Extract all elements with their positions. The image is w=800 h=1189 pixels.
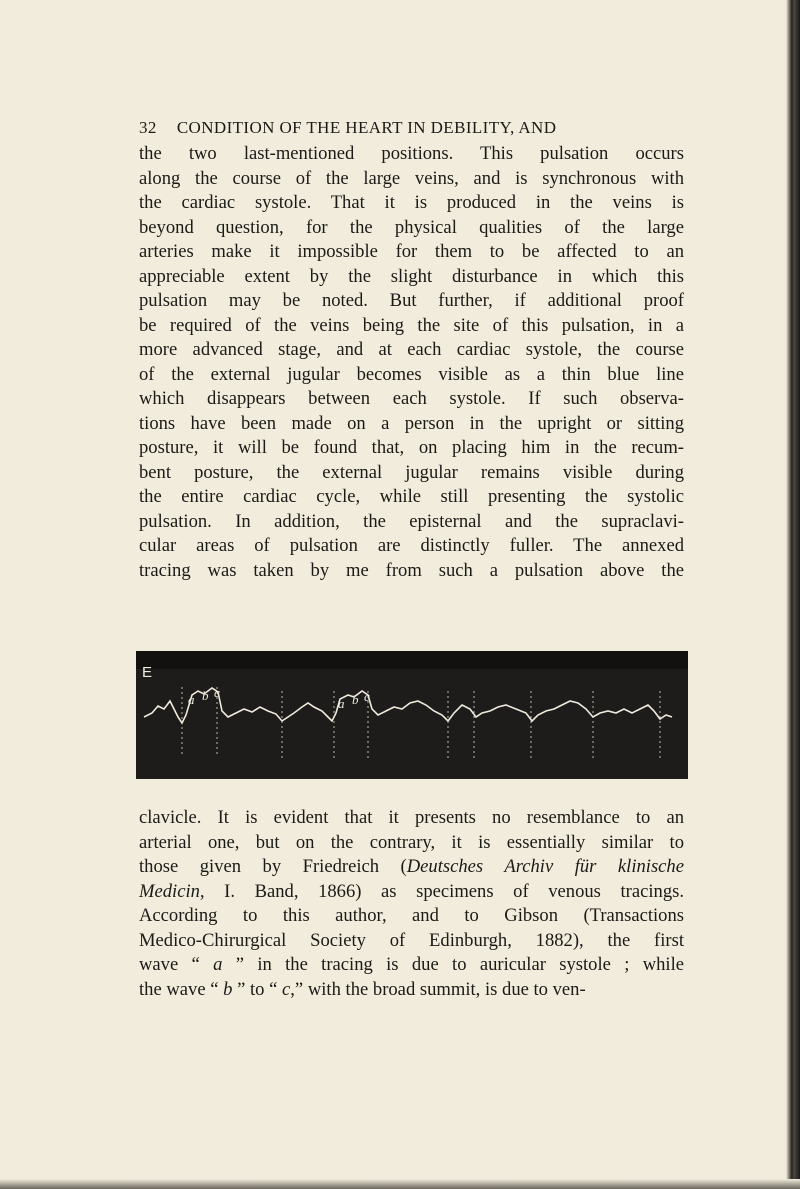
page-bottom-shadow (0, 1179, 800, 1189)
text-line (139, 855, 684, 880)
text-line: tracing was taken by me from such a pulsation above the (139, 559, 684, 581)
page-edge-shadow (786, 0, 800, 1189)
page-number: 32 (139, 118, 157, 137)
journal-title: Deutsches Archiv für klinische (406, 856, 684, 877)
text-run: ,” with the broad summit, is due to ven- (290, 978, 586, 1000)
text-line: be required of the veins being the site of this pulsation, in a (139, 314, 684, 336)
text-run: ” to “ (232, 978, 283, 1000)
text-line (139, 806, 684, 831)
text-line: arteries make it impossible for them to be affected to an (139, 241, 684, 262)
text-run: those given by Friedreich ( (139, 856, 407, 877)
text-line: along the course of the large veins, and is synchronous with (139, 167, 684, 189)
text-run: I. Band, 1866) as specimens of venous tracings. (204, 880, 684, 902)
tracing-corner-label: E (142, 664, 153, 681)
text-line: cular areas of pulsation are distinctly fuller. The annexed (139, 535, 684, 556)
text-line: of the external jugular becomes visible as a thin blue line (139, 363, 684, 385)
wave-label-b: b (352, 692, 359, 707)
text-line: more advanced stage, and at each cardiac systole, the course (139, 339, 684, 360)
text-line: bent posture, the external jugular remains visible during (139, 461, 684, 483)
text-run: the wave “ (139, 978, 224, 1000)
tracing-top-band (136, 651, 688, 669)
tracing-background (136, 651, 688, 779)
tracing-svg (136, 651, 688, 779)
text-run: According to this author, and to Gibson (Transactions (139, 905, 684, 926)
text-line (139, 831, 684, 856)
text-line: pulsation. In addition, the episternal and the supraclavi- (139, 510, 684, 532)
text-run: ” in the tracing is due to auricular systole ; while (222, 954, 684, 975)
text-line: the cardiac systole. That it is produced in the veins is (139, 192, 684, 213)
text-line: the two last-mentioned positions. This pulsation occurs (139, 143, 684, 164)
text-line: tions have been made on a person in the upright or sitting (139, 412, 684, 434)
text-line: pulsation may be noted. But further, if additional proof (139, 290, 684, 311)
paragraph-1 (139, 142, 684, 583)
text-line (139, 953, 684, 978)
venous-pulse-tracing (136, 651, 688, 779)
wave-label-a: a (338, 696, 345, 711)
wave-label-c: c (364, 689, 370, 704)
text-line (139, 904, 684, 929)
text-line: posture, it will be found that, on placing him in the recum- (139, 437, 684, 458)
running-head (139, 118, 659, 138)
wave-letter: c (282, 978, 291, 1000)
text-line: beyond question, for the physical qualities of the large (139, 216, 684, 238)
text-line (139, 929, 684, 954)
running-title: CONDITION OF THE HEART IN DEBILITY, AND (176, 118, 557, 137)
wave-letter: a (213, 954, 223, 975)
paragraph-2 (139, 806, 684, 1002)
text-line: the entire cardiac cycle, while still presenting the systolic (139, 486, 684, 507)
wave-label-b: b (202, 688, 209, 703)
wave-letter: b (223, 978, 233, 1000)
wave-label-a: a (188, 692, 195, 707)
text-run: Medico-Chirurgical Society of Edinburgh, 1882), the first (139, 929, 684, 951)
text-line (139, 880, 684, 905)
text-line (139, 978, 684, 1003)
text-line: which disappears between each systole. If such observa- (139, 388, 684, 409)
text-run: clavicle. It is evident that it presents no resemblance to an (139, 807, 684, 828)
text-run: wave “ (139, 954, 214, 975)
wave-label-c: c (214, 685, 220, 700)
text-run: arterial one, but on the contrary, it is essentially similar to (139, 831, 684, 853)
journal-title: Medicin, (139, 880, 205, 902)
text-line: appreciable extent by the slight disturbance in which this (139, 265, 684, 287)
